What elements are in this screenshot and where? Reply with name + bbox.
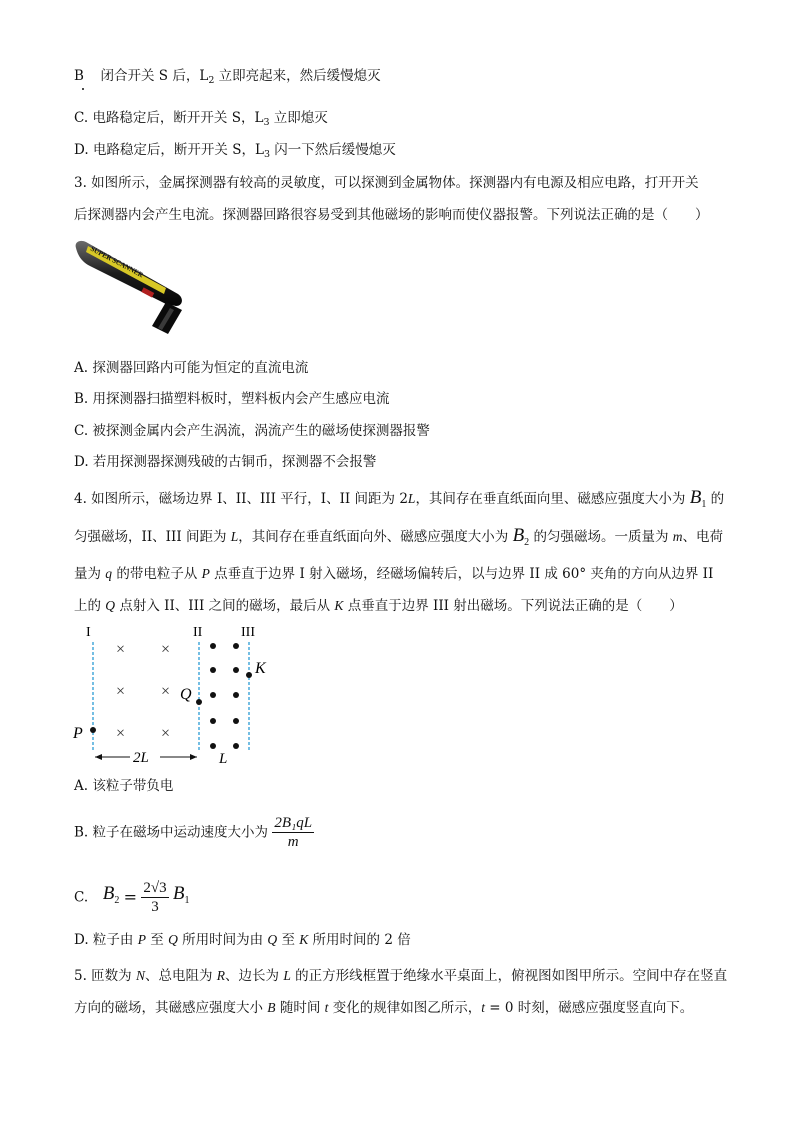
cross-mark: × [116, 725, 126, 742]
field-dot [210, 667, 216, 673]
q4-option-a: A. 该粒子带负电 [74, 778, 174, 794]
stray-dot [82, 88, 84, 90]
width-label-l: L [219, 751, 228, 767]
q4-option-d [74, 930, 411, 950]
text-run: D. 粒子由 [74, 932, 138, 948]
italic-symbol: t [324, 1000, 329, 1015]
text-run: = 0 时刻，磁感应强度竖直向下。 [484, 1000, 694, 1016]
q4-option-b-fraction [272, 814, 314, 851]
text-run: 5. 匝数为 [74, 968, 136, 984]
boundary-label-3: III [241, 625, 255, 640]
q5-stem [74, 960, 729, 1024]
field-dot [210, 692, 216, 698]
point-q [196, 699, 202, 705]
text-run: 、电荷量为 [74, 529, 724, 582]
q2-option-c-subscript: 3 [263, 117, 270, 128]
q2-option-b-label: B [74, 68, 84, 84]
field-dot [233, 643, 239, 649]
text-run: 所用时间的 2 倍 [308, 932, 411, 948]
q2-option-c [74, 108, 328, 133]
crosses-into-page [116, 641, 170, 742]
text-run: 点射入 II、III 之间的磁场，最后从 [115, 598, 335, 614]
cross-mark: × [116, 641, 126, 658]
q3-option-b: B. 用探测器扫描塑料板时，塑料板内会产生感应电流 [74, 391, 390, 407]
text-run: 的匀强磁场。一质量为 [529, 529, 673, 545]
q2-option-b [74, 66, 381, 91]
width-label-2l: 2L [133, 750, 149, 766]
q4-option-c [74, 872, 189, 923]
q3-option-d: D. 若用探测器探测残破的古铜币，探测器不会报警 [74, 454, 377, 470]
field-dot [210, 718, 216, 724]
q2-option-d-label: D. [74, 142, 89, 158]
text-run: 、边长为 [225, 968, 284, 984]
math-symbol: $B_2$ [512, 525, 530, 548]
label-k: K [255, 660, 266, 677]
q4-option-c-equals: = [123, 887, 138, 907]
text-run: 随时间 [275, 1000, 325, 1016]
q3-option-a: A. 探测器回路内可能为恒定的直流电流 [74, 360, 309, 376]
italic-symbol: q [105, 566, 113, 581]
q4-magnetic-field-diagram [66, 620, 286, 770]
fraction-denominator: m [287, 834, 299, 850]
italic-symbol: Q [105, 598, 116, 613]
q4-option-b-text: B. 粒子在磁场中运动速度大小为 [74, 824, 269, 841]
boundary-label-1: I [86, 625, 91, 640]
q3-stem-line-1: 3. 如图所示，金属探测器有较高的灵敏度，可以探测到金属物体。探测器内有电源及相应电路，打开开关 [74, 175, 699, 191]
text-run: 4. 如图所示，磁场边界 I、II、III 平行，I、II 间距为 2 [74, 491, 408, 507]
q2-option-b-subscript: 2 [208, 75, 215, 86]
fraction-denominator: 3 [151, 899, 159, 915]
text-run: 点垂直于边界 I 射入磁场，经磁场偏转后，以与边界 II 成 60° 夹角的方向从边界 II 上的 [74, 566, 714, 614]
q2-option-b-text: 闭合开关 S 后，L [100, 68, 209, 84]
italic-symbol: K [299, 932, 309, 947]
q3-option-c: C. 被探测金属内会产生涡流，涡流产生的磁场使探测器报警 [74, 423, 430, 439]
cross-mark: × [161, 641, 171, 658]
text-run: 的带电粒子从 [112, 566, 202, 582]
q2-option-c-rest: 立即熄灭 [269, 110, 328, 126]
cross-mark: × [116, 683, 126, 700]
text-run: 点垂直于边界 III 射出磁场。下列说法正确的是（ ） [343, 598, 683, 614]
text-run: 的正方形线框置于绝缘水平桌面上，俯视图如图甲所示。空间中存在竖直方向的磁场，其磁感应强度大小 [74, 968, 728, 1016]
label-p: P [73, 725, 83, 742]
q2-option-b-rest: 立即亮起来，然后缓慢熄灭 [214, 68, 381, 84]
metal-detector-image [70, 236, 188, 336]
italic-symbol: t [481, 1000, 485, 1015]
field-dot [233, 743, 239, 749]
text-run: 至 [145, 932, 169, 948]
point-k [246, 672, 252, 678]
text-run: 的匀强磁场，II、III 间距为 [74, 491, 725, 545]
cross-mark: × [161, 683, 171, 700]
cross-mark: × [161, 725, 171, 742]
text-run: 变化的规律如图乙所示， [328, 1000, 482, 1016]
text-run: ，其间存在垂直纸面向里、磁感应强度大小为 [415, 491, 690, 507]
italic-symbol: K [334, 598, 344, 613]
field-dot [210, 743, 216, 749]
italic-symbol: P [137, 932, 146, 947]
q2-option-d-subscript: 3 [263, 149, 270, 160]
q2-option-d-text: 电路稳定后，断开开关 S，L [92, 142, 264, 158]
field-dot [233, 718, 239, 724]
italic-symbol: L [230, 529, 239, 544]
q4-option-c-lhs: $B_2$ [102, 883, 120, 906]
q2-option-c-label: C. [74, 110, 89, 126]
field-dot [233, 667, 239, 673]
text-run: ，其间存在垂直纸面向外、磁感应强度大小为 [238, 529, 513, 545]
italic-symbol: Q [267, 932, 278, 947]
q4-stem [74, 482, 729, 622]
italic-symbol: m [672, 529, 683, 544]
q2-option-d [74, 140, 396, 165]
text-run: 、总电阻为 [144, 968, 217, 984]
math-symbol: $B_1$ [689, 487, 707, 510]
q2-option-d-rest: 闪一下然后缓慢熄灭 [270, 142, 396, 158]
fraction-numerator: 2√3 [143, 880, 167, 896]
italic-symbol: L [283, 968, 291, 983]
q4-option-c-fraction [141, 879, 168, 916]
field-dot [210, 643, 216, 649]
label-q: Q [180, 686, 192, 703]
text-run: 至 [277, 932, 300, 948]
boundary-label-2: II [193, 625, 203, 640]
q3-stem-line-2: 后探测器内会产生电流。探测器回路很容易受到其他磁场的影响而使仪器报警。下列说法正确的是（ ） [74, 207, 709, 223]
dots-out-of-page [210, 643, 239, 749]
italic-symbol: P [201, 566, 210, 581]
italic-symbol: R [216, 968, 226, 983]
italic-symbol: L [407, 491, 416, 506]
italic-symbol: B [267, 1000, 276, 1015]
q4-option-c-rhs: $B_1$ [172, 883, 190, 906]
q4-option-b [74, 812, 314, 853]
q2-option-c-text: 电路稳定后，断开开关 S，L [92, 110, 264, 126]
metal-detector-label: SUPER SCANNER [89, 244, 145, 280]
fraction-numerator: 2B₁qL [274, 815, 313, 831]
q4-option-c-label: C. [74, 889, 89, 906]
italic-symbol: N [135, 968, 145, 983]
italic-symbol: Q [168, 932, 178, 947]
point-p [90, 727, 96, 733]
field-dot [233, 692, 239, 698]
text-run: 所用时间为由 [177, 932, 268, 948]
